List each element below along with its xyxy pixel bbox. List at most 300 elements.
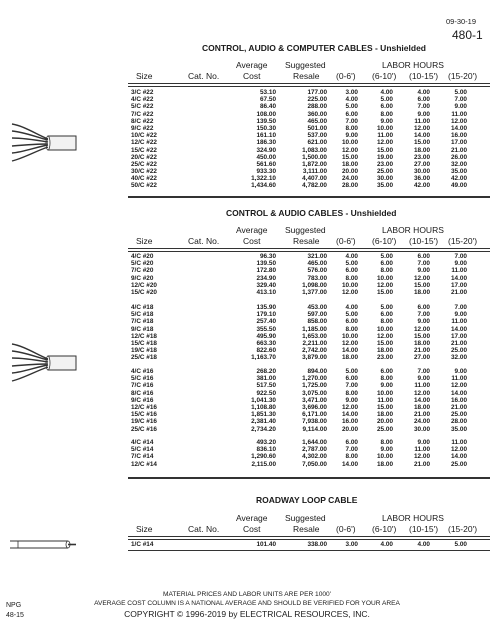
table-cell: 19.00: [377, 153, 393, 161]
table-cell: 6.00: [380, 368, 393, 375]
table-cell: 101.40: [256, 541, 276, 548]
table-cell: 7.00: [417, 103, 430, 111]
table-cell: 17.00: [451, 139, 467, 147]
table-cell: 9.00: [417, 267, 430, 275]
col-hours-10-15: (10-15'): [409, 236, 439, 246]
table-cell: 8.00: [345, 124, 358, 132]
table-cell: 35.00: [377, 182, 393, 190]
column-cost: [230, 541, 276, 548]
table-cell: 7/C #18: [131, 318, 154, 326]
multi-conductor-cable-icon: [8, 122, 78, 164]
table-cell: 17.00: [451, 332, 467, 340]
table-cell: 1,041.30: [251, 396, 276, 404]
column-resale: [280, 304, 327, 362]
table-cell: 14.00: [451, 124, 467, 132]
table-cell: 12.00: [414, 453, 430, 461]
table-cell: 16.00: [451, 396, 467, 404]
table-cell: 4.00: [345, 253, 358, 260]
table-cell: 8.00: [345, 325, 358, 333]
table-cell: 5.00: [345, 311, 358, 319]
table-cell: 9.00: [454, 103, 467, 111]
table-cell: 9.00: [345, 132, 358, 140]
table-cell: 6.00: [345, 375, 358, 383]
table-cell: 21.00: [451, 288, 467, 296]
table-cell: 24.00: [342, 175, 358, 183]
column-h4: [441, 541, 467, 548]
table-cell: 6.00: [345, 439, 358, 446]
column-resale: [280, 439, 327, 468]
table-cell: 2,734.20: [251, 425, 276, 433]
header-rule: [128, 86, 490, 87]
table-cell: 9.00: [417, 110, 430, 118]
table-cell: 7.00: [417, 368, 430, 375]
table-cell: 597.00: [307, 311, 327, 319]
table-cell: 6.00: [345, 318, 358, 326]
table-cell: 19/C #16: [131, 418, 157, 426]
table-cell: 15.00: [342, 153, 358, 161]
table-cell: 12.00: [377, 281, 393, 289]
column-h1: [334, 89, 358, 190]
table-cell: 25.00: [377, 168, 393, 176]
table-cell: 6.00: [417, 253, 430, 260]
col-cost: Cost: [243, 524, 261, 534]
table-cell: 1,377.00: [302, 288, 327, 296]
table-cell: 3,111.00: [302, 168, 327, 176]
table-cell: 12.00: [414, 124, 430, 132]
table-cell: 5/C #18: [131, 311, 154, 319]
table-cell: 495.90: [256, 332, 276, 340]
table-cell: 6.00: [380, 260, 393, 268]
column-h4: [441, 89, 467, 190]
column-cost: [230, 253, 276, 296]
table-cell: 15.00: [414, 139, 430, 147]
table-cell: 21.00: [414, 460, 430, 468]
table-cell: 30.00: [377, 175, 393, 183]
table-cell: 25.00: [451, 411, 467, 419]
table-cell: 11.00: [451, 110, 467, 118]
table-cell: 621.00: [307, 139, 327, 147]
table-cell: 42.00: [451, 175, 467, 183]
table-cell: 894.00: [307, 368, 327, 375]
column-resale: [280, 253, 327, 296]
table-cell: 12.00: [342, 288, 358, 296]
column-h3: [404, 439, 430, 468]
table-cell: 268.20: [256, 368, 276, 375]
page-number: 480-1: [452, 28, 483, 42]
table-cell: 4.00: [380, 541, 393, 548]
table-cell: 12.00: [377, 139, 393, 147]
table-cell: 8.00: [345, 453, 358, 461]
section-divider: [128, 196, 490, 198]
column-h1: [334, 253, 358, 296]
table-cell: 14.00: [451, 274, 467, 282]
table-cell: 4/C #18: [131, 304, 154, 311]
table-cell: 12.00: [451, 382, 467, 390]
table-cell: 15.00: [377, 146, 393, 154]
col-average: Average: [236, 60, 268, 70]
column-cost: [230, 304, 276, 362]
table-cell: 14.00: [451, 389, 467, 397]
table-cell: 7,050.00: [302, 460, 327, 468]
table-cell: 50/C #22: [131, 182, 157, 190]
table-cell: 12/C #20: [131, 281, 157, 289]
table-cell: 4.00: [417, 541, 430, 548]
table-cell: 9,114.00: [302, 425, 327, 433]
table-cell: 324.90: [256, 146, 276, 154]
table-cell: 11.00: [414, 117, 430, 125]
col-average: Average: [236, 513, 268, 523]
table-cell: 12.00: [377, 332, 393, 340]
table-cell: 12.00: [414, 274, 430, 282]
table-cell: 10.00: [342, 332, 358, 340]
footer-note-average: AVERAGE COST COLUMN IS A NATIONAL AVERAGE AND SHOULD BE VERIFIED FOR YOUR AREA: [94, 600, 400, 607]
table-cell: 381.00: [256, 375, 276, 383]
section-title-control-audio: CONTROL & AUDIO CABLES - Unshielded: [226, 208, 397, 218]
column-h1: [334, 541, 358, 548]
table-cell: 36.00: [414, 175, 430, 183]
table-cell: 6.00: [380, 311, 393, 319]
table-cell: 14.00: [414, 396, 430, 404]
column-resale: [280, 368, 327, 433]
table-cell: 172.80: [256, 267, 276, 275]
table-cell: 14.00: [451, 453, 467, 461]
table-cell: 2,787.00: [302, 446, 327, 454]
table-cell: 42.00: [414, 182, 430, 190]
table-cell: 6,171.00: [302, 411, 327, 419]
table-cell: 1,500.00: [302, 153, 327, 161]
col-hours-0-6: (0-6'): [336, 236, 356, 246]
table-cell: 12.00: [342, 339, 358, 347]
table-cell: 4,782.00: [302, 182, 327, 190]
table-cell: 11.00: [377, 132, 393, 140]
column-header-3: [0, 513, 494, 537]
table-cell: 8.00: [380, 439, 393, 446]
col-cost: Cost: [243, 71, 261, 81]
table-cell: 6.00: [345, 267, 358, 275]
table-cell: 9.00: [417, 439, 430, 446]
column-size: [131, 439, 169, 468]
table-cell: 8.00: [345, 389, 358, 397]
column-h4: [441, 439, 467, 468]
section-title-control-audio-computer: CONTROL, AUDIO & COMPUTER CABLES - Unshielded: [202, 43, 426, 53]
table-cell: 225.00: [307, 96, 327, 104]
table-cell: 32.00: [451, 354, 467, 362]
table-cell: 12.00: [414, 325, 430, 333]
table-cell: 14.00: [451, 325, 467, 333]
table-cell: 16.00: [451, 132, 467, 140]
table-cell: 517.50: [256, 382, 276, 390]
table-cell: 321.00: [307, 253, 327, 260]
table-cell: 25.00: [451, 460, 467, 468]
column-h1: [334, 304, 358, 362]
table-cell: 15/C #18: [131, 339, 157, 347]
table-cell: 7.00: [417, 311, 430, 319]
table-cell: 15/C #20: [131, 288, 157, 296]
table-cell: 1,083.00: [302, 146, 327, 154]
table-cell: 493.20: [256, 439, 276, 446]
single-conductor-cable-icon: [8, 535, 78, 555]
table-cell: 1,163.70: [251, 354, 276, 362]
table-cell: 108.00: [256, 110, 276, 118]
table-cell: 1,851.30: [251, 411, 276, 419]
table-cell: 1,108.80: [251, 403, 276, 411]
table-cell: 17.00: [451, 281, 467, 289]
column-h4: [441, 253, 467, 296]
table-cell: 10.00: [342, 139, 358, 147]
column-h2: [369, 253, 393, 296]
table-cell: 5.00: [454, 89, 467, 96]
table-cell: 20/C #22: [131, 153, 157, 161]
table-cell: 15.00: [414, 281, 430, 289]
table-cell: 7.00: [454, 304, 467, 311]
table-cell: 18.00: [414, 288, 430, 296]
table-cell: 10.00: [377, 124, 393, 132]
table-cell: 9/C #20: [131, 274, 154, 282]
table-cell: 23.00: [377, 160, 393, 168]
table-cell: 8.00: [380, 110, 393, 118]
table-cell: 1,290.60: [251, 453, 276, 461]
col-suggested: Suggested: [285, 225, 326, 235]
column-cost: [230, 89, 276, 190]
table-cell: 35.00: [451, 425, 467, 433]
table-cell: 10.00: [342, 281, 358, 289]
column-h4: [441, 304, 467, 362]
table-cell: 2,211.00: [302, 339, 327, 347]
table-cell: 360.00: [307, 110, 327, 118]
table-cell: 561.60: [256, 160, 276, 168]
table-cell: 12.00: [451, 446, 467, 454]
col-cost: Cost: [243, 236, 261, 246]
table-cell: 1,434.60: [251, 182, 276, 190]
table-cell: 4.00: [380, 89, 393, 96]
table-cell: 12/C #16: [131, 403, 157, 411]
table-cell: 338.00: [307, 541, 327, 548]
table-cell: 329.40: [256, 281, 276, 289]
column-h3: [404, 368, 430, 433]
table-cell: 3,879.00: [302, 354, 327, 362]
table-cell: 20.00: [377, 418, 393, 426]
col-hours-10-15: (10-15'): [409, 524, 439, 534]
table-cell: 30/C #22: [131, 168, 157, 176]
table-cell: 25.00: [377, 425, 393, 433]
table-cell: 12/C #18: [131, 332, 157, 340]
table-cell: 7.00: [345, 382, 358, 390]
table-cell: 1/C #14: [131, 541, 154, 548]
table-cell: 49.00: [451, 182, 467, 190]
table-cell: 11.00: [451, 439, 467, 446]
section-divider: [128, 477, 490, 479]
column-header-1: [0, 60, 494, 84]
table-cell: 5.00: [345, 103, 358, 111]
col-average: Average: [236, 225, 268, 235]
table-cell: 19/C #18: [131, 347, 157, 355]
col-hours-6-10: (6-10'): [372, 524, 397, 534]
table-cell: 14.00: [342, 347, 358, 355]
table-cell: 27.00: [414, 160, 430, 168]
col-suggested: Suggested: [285, 513, 326, 523]
col-hours-0-6: (0-6'): [336, 524, 356, 534]
table-cell: 186.30: [256, 139, 276, 147]
table-cell: 576.00: [307, 267, 327, 275]
table-cell: 288.00: [307, 103, 327, 111]
table-cell: 537.00: [307, 132, 327, 140]
table-cell: 18.00: [377, 411, 393, 419]
table-cell: 1,270.00: [302, 375, 327, 383]
col-cat-no: Cat. No.: [188, 71, 220, 81]
table-cell: 933.30: [256, 168, 276, 176]
table-cell: 18.00: [342, 354, 358, 362]
table-cell: 7.00: [454, 96, 467, 104]
table-cell: 21.00: [414, 411, 430, 419]
col-resale: Resale: [293, 236, 320, 246]
table-cell: 836.10: [256, 446, 276, 454]
table-cell: 1,098.00: [302, 281, 327, 289]
table-cell: 4,302.00: [302, 453, 327, 461]
table-cell: 6.00: [417, 96, 430, 104]
table-cell: 1,644.00: [302, 439, 327, 446]
column-cost: [230, 439, 276, 468]
table-cell: 9.00: [454, 260, 467, 268]
table-cell: 5/C #14: [131, 446, 154, 454]
col-resale: Resale: [293, 524, 320, 534]
table-cell: 9.00: [380, 382, 393, 390]
table-cell: 355.50: [256, 325, 276, 333]
table-cell: 7/C #20: [131, 267, 154, 275]
table-cell: 25/C #22: [131, 160, 157, 168]
table-cell: 3,471.00: [302, 396, 327, 404]
header-rule: [128, 539, 490, 540]
col-hours-6-10: (6-10'): [372, 236, 397, 246]
table-cell: 7.00: [345, 117, 358, 125]
table-cell: 12/C #14: [131, 460, 157, 468]
table-cell: 413.10: [256, 288, 276, 296]
col-size: Size: [136, 236, 153, 246]
table-cell: 150.30: [256, 124, 276, 132]
table-cell: 5/C #20: [131, 260, 154, 268]
table-cell: 14.00: [342, 411, 358, 419]
table-cell: 32.00: [451, 160, 467, 168]
col-hours-15-20: (15-20'): [448, 71, 478, 81]
column-size: [131, 541, 169, 548]
table-cell: 67.50: [260, 96, 276, 104]
page-date: 09-30-19: [446, 17, 477, 26]
table-cell: 7.00: [454, 253, 467, 260]
table-cell: 11.00: [377, 396, 393, 404]
table-cell: 5/C #22: [131, 103, 154, 111]
table-cell: 28.00: [342, 182, 358, 190]
col-labor-hours: LABOR HOURS: [382, 60, 444, 70]
column-size: [131, 304, 169, 362]
table-cell: 18.00: [414, 403, 430, 411]
footer-note-units: MATERIAL PRICES AND LABOR UNITS ARE PER 1000': [163, 591, 331, 598]
table-cell: 6.00: [380, 103, 393, 111]
column-resale: [280, 89, 327, 190]
table-cell: 161.10: [256, 132, 276, 140]
col-hours-0-6: (0-6'): [336, 71, 356, 81]
column-h2: [369, 304, 393, 362]
table-cell: 10.00: [377, 325, 393, 333]
header-rule: [128, 248, 490, 249]
table-cell: 8.00: [380, 375, 393, 383]
col-size: Size: [136, 524, 153, 534]
table-cell: 8.00: [380, 318, 393, 326]
table-cell: 30.00: [414, 168, 430, 176]
table-cell: 18.00: [342, 160, 358, 168]
table-cell: 7/C #22: [131, 110, 154, 118]
table-cell: 12.00: [451, 117, 467, 125]
table-cell: 15/C #22: [131, 146, 157, 154]
table-cell: 15/C #16: [131, 411, 157, 419]
column-resale: [280, 541, 327, 548]
col-cat-no: Cat. No.: [188, 524, 220, 534]
table-cell: 9.00: [380, 446, 393, 454]
table-cell: 25.00: [451, 347, 467, 355]
table-cell: 9.00: [380, 117, 393, 125]
table-cell: 783.00: [307, 274, 327, 282]
table-cell: 6.00: [345, 110, 358, 118]
col-resale: Resale: [293, 71, 320, 81]
table-cell: 21.00: [414, 347, 430, 355]
multi-conductor-cable-icon: [8, 342, 78, 384]
col-hours-6-10: (6-10'): [372, 71, 397, 81]
col-hours-10-15: (10-15'): [409, 71, 439, 81]
table-cell: 5.00: [380, 96, 393, 104]
table-cell: 4/C #14: [131, 439, 154, 446]
table-cell: 1,872.00: [302, 160, 327, 168]
column-header-2: [0, 225, 494, 249]
col-labor-hours: LABOR HOURS: [382, 225, 444, 235]
col-labor-hours: LABOR HOURS: [382, 513, 444, 523]
table-cell: 9/C #18: [131, 325, 154, 333]
table-cell: 15.00: [414, 332, 430, 340]
table-cell: 10.00: [377, 389, 393, 397]
table-cell: 139.50: [256, 260, 276, 268]
footer-copyright: COPYRIGHT © 1996-2019 by ELECTRICAL RESOURCES, INC.: [124, 609, 370, 619]
column-h1: [334, 368, 358, 433]
table-cell: 177.00: [307, 89, 327, 96]
column-h4: [441, 368, 467, 433]
header-rule: [128, 536, 490, 537]
header-rule: [128, 251, 490, 252]
table-cell: 15.00: [377, 339, 393, 347]
column-size: [131, 89, 169, 190]
column-h2: [369, 368, 393, 433]
table-cell: 4,407.00: [302, 175, 327, 183]
table-cell: 11.00: [451, 375, 467, 383]
table-cell: 1,653.00: [302, 332, 327, 340]
column-h2: [369, 439, 393, 468]
table-cell: 4.00: [345, 304, 358, 311]
table-cell: 8.00: [345, 274, 358, 282]
table-cell: 53.10: [260, 89, 276, 96]
table-cell: 135.90: [256, 304, 276, 311]
column-h3: [404, 89, 430, 190]
table-cell: 15.00: [377, 288, 393, 296]
table-cell: 30.00: [414, 425, 430, 433]
table-cell: 12.00: [342, 403, 358, 411]
table-cell: 858.00: [307, 318, 327, 326]
table-cell: 2,381.40: [251, 418, 276, 426]
table-cell: 7/C #14: [131, 453, 154, 461]
table-cell: 179.10: [256, 311, 276, 319]
section-title-roadway-loop: ROADWAY LOOP CABLE: [256, 495, 358, 505]
col-suggested: Suggested: [285, 60, 326, 70]
col-hours-15-20: (15-20'): [448, 236, 478, 246]
table-cell: 4.00: [417, 89, 430, 96]
column-cost: [230, 368, 276, 433]
table-cell: 4/C #22: [131, 96, 154, 104]
column-h3: [404, 541, 430, 548]
